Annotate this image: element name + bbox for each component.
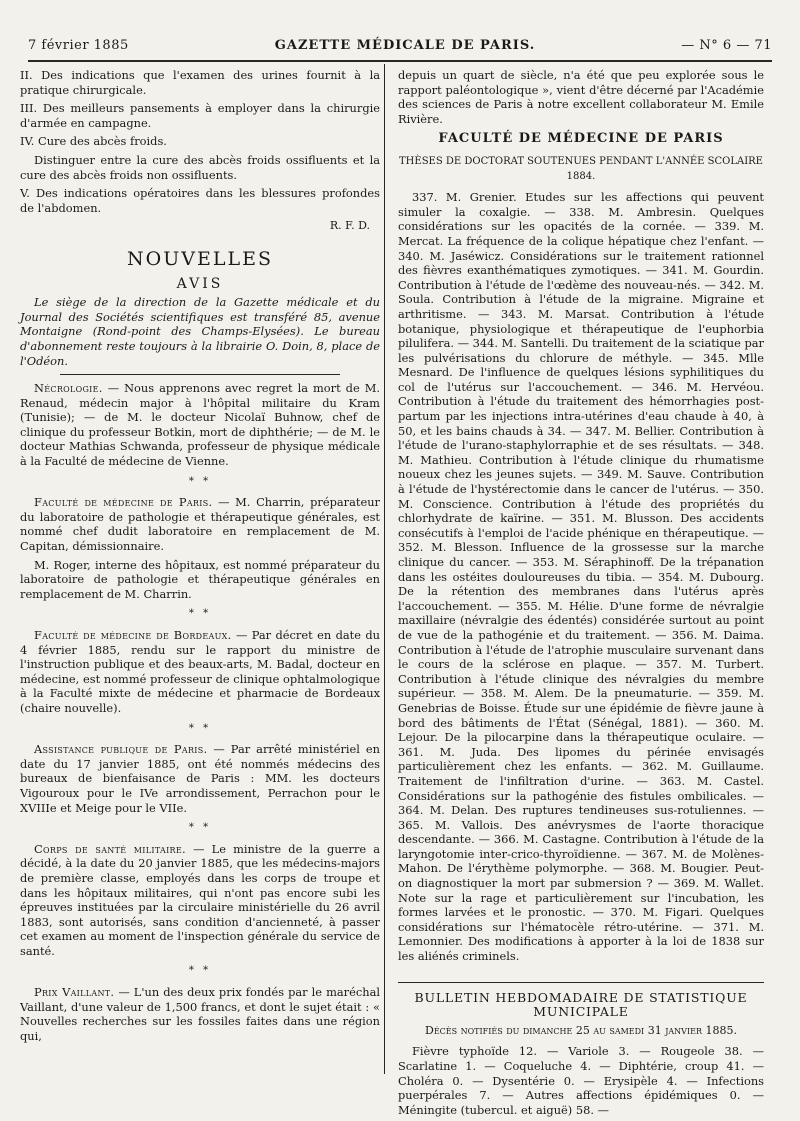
avis-text: Le siège de la direction de la Gazette médicale et du Journal des Sociétés scientifiques est transféré 85, avenue Montaigne (Rond-point des Champs-Elysées). Le bureau d'abonnement reste toujours à la librairie O. Doin, 8, place de l'Odéon. xyxy=(20,295,380,368)
page-header xyxy=(28,38,772,56)
section-divider xyxy=(60,374,340,375)
assistance-text: — Par arrêté ministériel en date du 17 janvier 1885, ont été nommés médecins des bureaux de bienfaisance de Paris : MM. les docteurs Vigouroux pour le IVe arrondissement, Perrachon pour le XVIIIe et Meige pour le VIIe. xyxy=(20,742,381,815)
theses-list: 337. M. Grenier. Etudes sur les affections qui peuvent simuler la coxalgie. — 338. M. Ambresin. Quelques considérations sur les opacités de la cornée. — 339. M. Mercat. La fréquence de la colique hépatique chez l'enfant. — 340. M. Jaséwicz. Considérations sur le traitement rationnel des fièvres exanthématiques zymotiques. — 341. M. Gourdin. Contribution à l'étude de l'œdème des nouveau-nés. — 342. M. Soula. Contribution à l'étude de la migraine. Migraine et arthritisme. — 343. M. Marsat. Contribution à l'étude botanique, physiologique et thérapeutique de l'euphorbia pilulifera. — 344. M. Santelli. Du traitement de la sciatique par les pulvérisations du chlorure de méthyle. — 345. Mlle Mesnard. De l'influence de quelques lésions syphilitiques du col de l'utérus sur l'accouchement. — 346. M. Hervéou. Contribution à l'étude du traitement des hémorrhagies post-partum par les injections intra-utérines d'eau chaude à 40, à 50, et les bains chauds à 34. — 347. M. Bellier. Contribution à l'étude de l'urano-staphylorraphie et de ses résultats. — 348. M. Mathieu. Contribution à l'étude clinique du rhumatisme noueux chez les jeunes sujets. — 349. M. Sauve. Contribution à l'étude de l'hystérectomie dans le cancer de l'utérus. — 350. M. Conscience. Contribution à l'étude des propriétés du chlorhydrate de kaïrine. — 351. M. Blusson. Des accidents consécutifs à l'emploi de l'acide phénique en thérapeutique. — 352. M. Blesson. Influence de la grossesse sur la marche clinique du cancer. — 353. M. Séraphinoff. De la trépanation dans les ostéites douloureuses du tibia. — 354. M. Dubourg. De la rétention des membranes dans l'utérus après l'accouchement. — 355. M. Hélie. D'une forme de névralgie maxillaire (névralgie des édentés) considérée surtout au point de vue de la pathogénie et du traitement. — 356. M. Daima. Contribution à l'étude de l'atrophie musculaire survenant dans le cours de la sclérose en plaque. — 357. M. Turbert. Contribution à l'étude clinique des névralgies du membre supérieur. — 358. M. Alem. De la pneumaturie. — 359. M. Genebrias de Boisse. Étude sur une épidémie de fièvre jaune à bord des bâtiments de l'État (Sénégal, 1881). — 360. M. Lejour. De la pilocarpine dans la thérapeutique oculaire. — 361. M. Juda. Des lipomes du périnée envisagés particulièrement chez les enfants. — 362. M. Guillaume. Traitement de l'infiltration d'urine. — 363. M. Castel. Considérations sur la pathogénie des fistules ombilicales. — 364. M. Delan. Des ruptures tendineuses sus-rotuliennes. — 365. M. Vallois. Des anévrysmes de l'aorte thoracique descendante. — 366. M. Castagne. Contribution à l'étude de la laryngotomie inter-crico-thyroïdienne. — 367. M. de Molènes-Mahon. De l'érythème polymorphe. — 368. M. Bougier. Peut-on diagnostiquer la mort par submersion ? — 369. M. Wallet. Note sur la rage et particulièrement sur l'incubation, les formes larvées et le pronostic. — 370. M. Figari. Quelques considérations sur l'hématocèle rétro-utérine. — 371. M. Lemonnier. Des modifications à apporter à la loi de 1838 sur les aliénés criminels. xyxy=(398,190,764,964)
deces-text: Fièvre typhoïde 12. — Variole 3. — Rougeole 38. — Scarlatine 1. — Coqueluche 4. — Diphtérie, croup 41. — Choléra 0. — Dysentérie 0. — Erysipèle 4. — Infections puerpérales 7. — Autres affections épidémiques 0. — Méningite (tubercul. et aiguë) 58. — xyxy=(398,1044,764,1117)
bulletin-title: BULLETIN HEBDOMADAIRE DE STATISTIQUE xyxy=(414,989,748,1005)
faculte-paris-text2: M. Roger, interne des hôpitaux, est nommé préparateur du laboratoire de pathologie et thérapeutique générales en remplacement de M. Charrin. xyxy=(20,557,380,601)
stars-separator: * * xyxy=(188,965,212,977)
deces-heading: Décès notifiés du dimanche 25 au samedi 31 janvier 1885. xyxy=(425,1023,737,1037)
question-item: II. Des indications que l'examen des urines fournit à la pratique chirurgicale. xyxy=(20,68,380,97)
faculte-bordeaux-label: Faculté de médecine de Bordeaux. xyxy=(34,628,232,642)
question-item: V. Des indications opératoires dans les blessures profondes de l'abdomen. xyxy=(20,186,380,215)
prix-text: — L'un des deux prix fondés par le maréchal Vaillant, d'une valeur de 1,500 francs, et dont le sujet était : « Nouvelles recherches sur les fossiles faites dans une région qui, xyxy=(20,985,381,1043)
prix-label: Prix Vaillant. xyxy=(34,985,115,1000)
assistance-paragraph xyxy=(20,742,380,815)
stars-separator: * * xyxy=(188,822,212,834)
question-item: Distinguer entre la cure des abcès froids ossifluents et la cure des abcès froids non ossifluents. xyxy=(20,152,380,182)
issue-date: 7 février 1885 xyxy=(28,38,129,53)
corps-paragraph xyxy=(20,842,380,959)
question-item: III. Des meilleurs pansements à employer dans la chirurgie d'armée en campagne. xyxy=(20,101,380,130)
corps-text: — Le ministre de la guerre a décidé, à la date du 20 janvier 1885, que les médecins-majors de première classe, employés dans les corps de troupe et dans les hôpitaux militaires, qui n'ont pas encore subi les épreuves instituées par la circulaire ministérielle du 26 avril 1883, sont autorisés, sans condition d'ancienneté, à passer cet examen au moment de l'inspection générale du service de santé. xyxy=(20,841,380,958)
right-column xyxy=(398,68,764,1121)
faculte-bordeaux-text: — Par décret en date du 4 février 1885, rendu sur le rapport du ministre de l'instruction publique et des beaux-arts, M. Badal, docteur en médecine, est nommé professeur de clinique ophtalmologique à la Faculté mixte de médecine et pharmacie de Bordeaux (chaire nouvelle). xyxy=(20,628,380,715)
faculte-heading: FACULTÉ DE MÉDECINE DE PARIS xyxy=(438,131,724,147)
question-item: IV. Cure des abcès froids. xyxy=(20,134,167,149)
stars-separator: * * xyxy=(188,722,212,734)
header-rule xyxy=(28,60,772,62)
journal-title: GAZETTE MÉDICALE DE PARIS. xyxy=(274,38,536,53)
faculte-paris-label: Faculté de médecine de Paris. xyxy=(34,495,213,510)
stars-separator: * * xyxy=(188,475,212,487)
faculte-paris-text: — M. Charrin, préparateur du laboratoire de pathologie et thérapeutique générales, est nommé chef dudit laboratoire en remplacement de M. Capitan, démissionnaire. xyxy=(20,495,380,554)
bulletin-section xyxy=(398,982,764,1118)
necrologie-paragraph xyxy=(20,381,380,469)
left-column xyxy=(20,68,380,1047)
faculte-bordeaux-paragraph xyxy=(20,628,380,716)
faculte-paris-paragraph xyxy=(20,495,380,553)
necrologie-text: — Nous apprenons avec regret la mort de M. Renaud, médecin major à l'hôpital militaire du Kram (Tunisie); — de M. le docteur Nicolaï Buhnow, chef de clinique du professeur Botkin, mort de diphthérie; — de M. le docteur Mathias Schwanda, professeur de physique médicale à la Faculté de médecine de Vienne. xyxy=(20,381,380,469)
page-number: — N° 6 — 71 xyxy=(681,38,772,53)
signature: R. F. D. xyxy=(329,219,370,233)
column-divider xyxy=(384,64,385,1074)
necrologie-label: Nécrologie. xyxy=(34,381,103,396)
stars-separator: * * xyxy=(188,608,212,620)
assistance-label: Assistance publique de Paris. xyxy=(34,742,208,757)
theses-subtitle: THÈSES DE DOCTORAT SOUTENUES PENDANT L'ANNÉE SCOLAIRE 1884. xyxy=(399,155,763,182)
nouvelles-heading: NOUVELLES xyxy=(127,247,273,270)
prix-continuation: depuis un quart de siècle, n'a été que peu explorée sous le rapport paléontologique », vient d'être décerné par l'Académie des sciences de Paris à notre excellent collaborateur M. Emile Rivière. xyxy=(398,68,764,126)
bulletin-subtitle: MUNICIPALE xyxy=(533,1004,629,1020)
avis-heading: AVIS xyxy=(176,275,224,292)
prix-paragraph xyxy=(20,985,380,1043)
corps-label: Corps de santé militaire. xyxy=(34,841,186,856)
